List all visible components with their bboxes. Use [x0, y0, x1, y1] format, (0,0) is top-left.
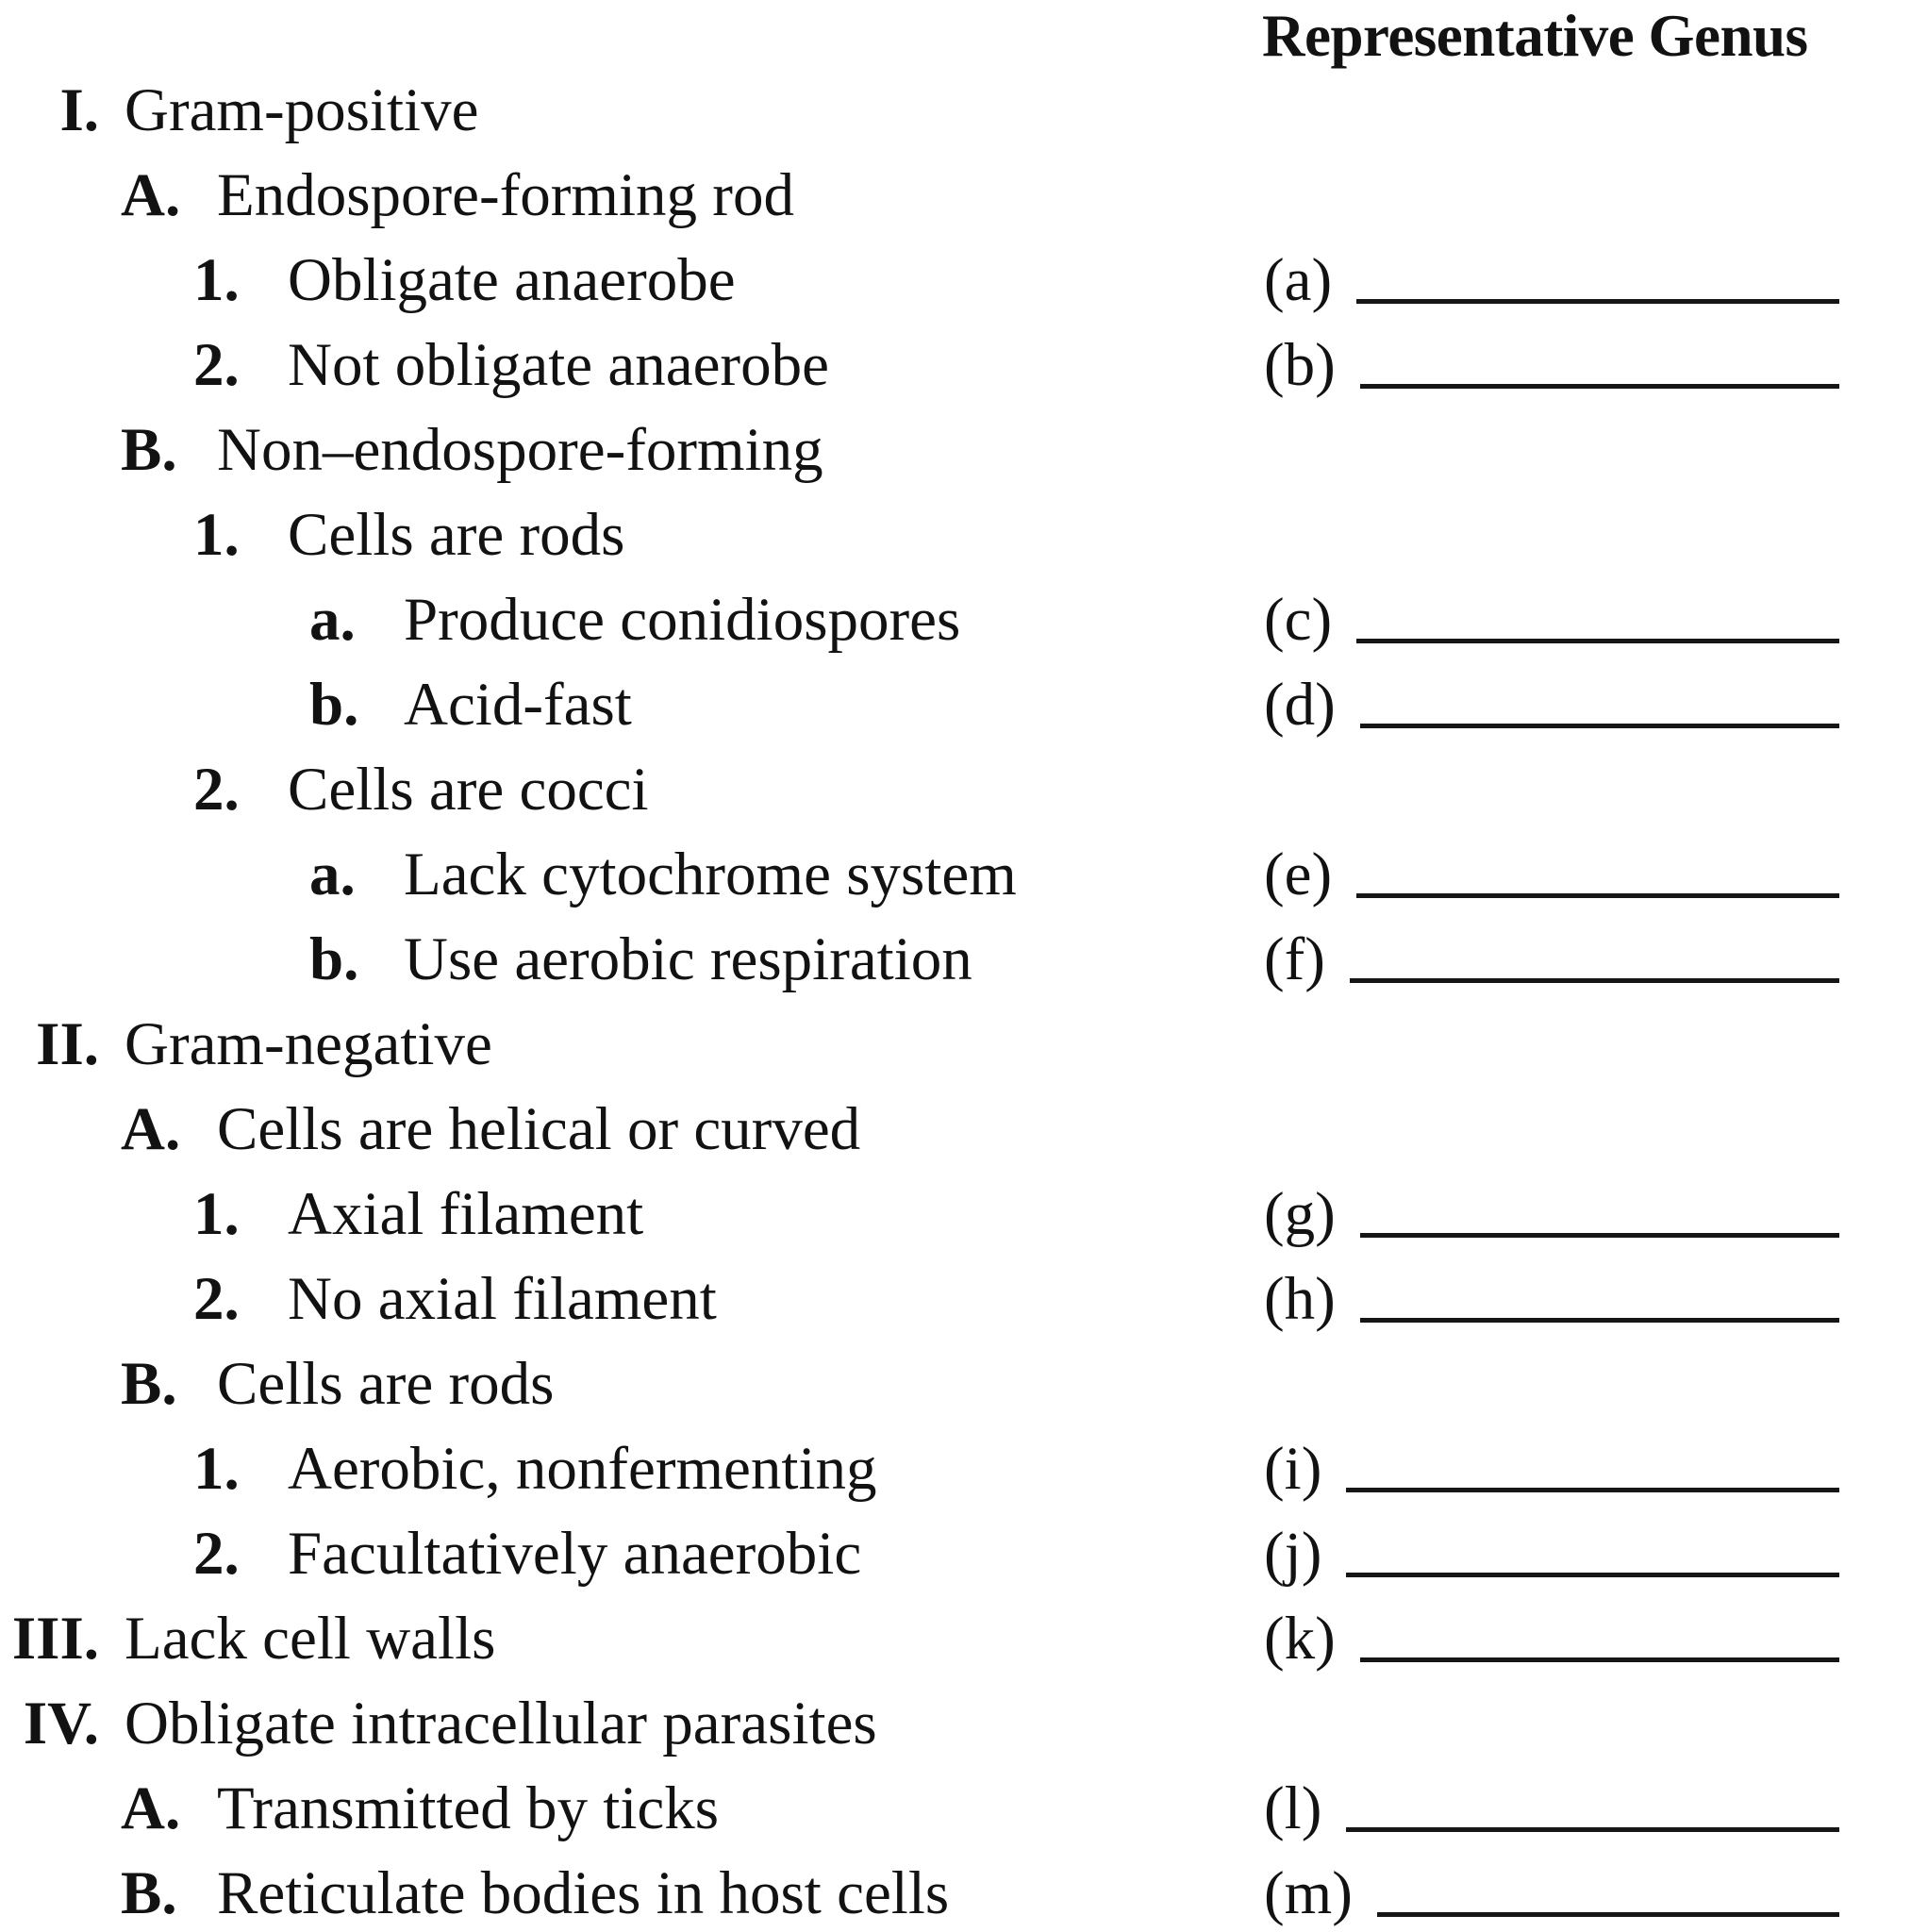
item-text: Gram-negative — [125, 1010, 492, 1078]
outline-item-left — [0, 1087, 1264, 1172]
item-marker: IV. — [23, 1690, 99, 1757]
item-marker: A. — [121, 1095, 181, 1163]
genus-answer-cell — [1264, 1172, 1839, 1257]
outline-item — [0, 747, 1911, 832]
genus-label: (f) — [1264, 925, 1325, 993]
outline-item — [0, 662, 1911, 747]
item-marker: 2. — [193, 331, 240, 399]
item-marker: 1. — [193, 1435, 240, 1503]
item-marker: 1. — [193, 501, 240, 569]
item-marker: B. — [121, 1859, 177, 1927]
outline-item-left — [0, 1426, 1264, 1511]
genus-label: (e) — [1264, 841, 1333, 908]
outline-item-left — [0, 1681, 1264, 1766]
item-text: No axial filament — [288, 1265, 717, 1333]
item-marker: a. — [309, 841, 356, 908]
column-header-representative-genus: Representative Genus — [1262, 3, 1808, 69]
item-marker: B. — [121, 1350, 177, 1418]
outline-item-left — [0, 917, 1264, 1002]
representative-genus-column-header-row — [0, 4, 1911, 68]
item-marker: 2. — [193, 1265, 240, 1333]
genus-answer-cell — [1264, 577, 1839, 662]
item-text: Gram-positive — [125, 76, 479, 144]
genus-answer-cell — [1264, 1511, 1839, 1596]
item-text: Facultatively anaerobic — [288, 1520, 862, 1588]
genus-blank-line — [1377, 1912, 1839, 1917]
outline-item-left — [0, 577, 1264, 662]
outline-item-left — [0, 323, 1264, 408]
outline-item-left — [0, 747, 1264, 832]
genus-label: (m) — [1264, 1859, 1353, 1927]
outline-list — [0, 68, 1911, 1932]
outline-item-left — [0, 238, 1264, 323]
genus-blank-line — [1360, 1233, 1839, 1238]
item-text: Reticulate bodies in host cells — [217, 1859, 950, 1927]
outline-item — [0, 1766, 1911, 1851]
item-text: Cells are helical or curved — [217, 1095, 861, 1163]
item-marker: b. — [309, 925, 359, 993]
outline-item-left — [0, 1341, 1264, 1426]
genus-label: (g) — [1264, 1180, 1336, 1248]
genus-label: (i) — [1264, 1435, 1322, 1503]
outline-item — [0, 1681, 1911, 1766]
genus-answer-cell — [1264, 1766, 1839, 1851]
genus-label: (c) — [1264, 586, 1333, 654]
item-marker: I. — [59, 76, 99, 144]
item-text: Lack cell walls — [125, 1605, 496, 1673]
outline-item-left — [0, 1172, 1264, 1257]
item-text: Cells are cocci — [288, 756, 649, 824]
genus-blank-line — [1360, 1657, 1839, 1662]
genus-blank-line — [1360, 1318, 1839, 1323]
outline-item-left — [0, 1851, 1264, 1932]
item-marker: II. — [36, 1010, 99, 1078]
outline-item-left — [0, 1511, 1264, 1596]
genus-label: (h) — [1264, 1265, 1336, 1333]
item-text: Obligate anaerobe — [288, 246, 736, 314]
genus-blank-line — [1356, 299, 1839, 304]
item-text: Lack cytochrome system — [404, 841, 1017, 908]
genus-blank-line — [1360, 724, 1839, 728]
outline-item — [0, 1341, 1911, 1426]
item-marker: 2. — [193, 1520, 240, 1588]
item-marker: A. — [121, 161, 181, 229]
item-text: Cells are rods — [217, 1350, 555, 1418]
outline-item-left — [0, 153, 1264, 238]
genus-label: (k) — [1264, 1605, 1336, 1673]
item-text: Obligate intracellular parasites — [125, 1690, 877, 1757]
outline-item — [0, 832, 1911, 917]
outline-item — [0, 1172, 1911, 1257]
item-text: Acid-fast — [404, 671, 632, 739]
item-text: Produce conidiospores — [404, 586, 961, 654]
outline-item-left — [0, 1002, 1264, 1087]
item-marker: 2. — [193, 756, 240, 824]
item-marker: a. — [309, 586, 356, 654]
item-text: Axial filament — [288, 1180, 644, 1248]
genus-answer-cell — [1264, 323, 1839, 408]
genus-answer-cell — [1264, 1426, 1839, 1511]
outline-item — [0, 1257, 1911, 1341]
genus-blank-line — [1350, 978, 1839, 983]
genus-label: (a) — [1264, 246, 1333, 314]
outline-item-left — [0, 408, 1264, 492]
genus-label: (d) — [1264, 671, 1336, 739]
item-text: Non–endospore-forming — [217, 416, 823, 484]
genus-blank-line — [1346, 1488, 1839, 1492]
outline-item-left — [0, 68, 1264, 153]
genus-blank-line — [1360, 384, 1839, 389]
item-marker: 1. — [193, 246, 240, 314]
item-text: Aerobic, nonfermenting — [288, 1435, 877, 1503]
outline-item — [0, 1851, 1911, 1932]
outline-item — [0, 323, 1911, 408]
item-marker: A. — [121, 1774, 181, 1842]
item-marker: B. — [121, 416, 177, 484]
outline-item — [0, 1596, 1911, 1681]
outline-item — [0, 153, 1911, 238]
outline-item-left — [0, 1257, 1264, 1341]
item-text: Not obligate anaerobe — [288, 331, 829, 399]
outline-item — [0, 1087, 1911, 1172]
outline-item — [0, 68, 1911, 153]
genus-blank-line — [1356, 893, 1839, 898]
genus-answer-cell — [1264, 1851, 1839, 1932]
item-marker: b. — [309, 671, 359, 739]
outline-item-left — [0, 1766, 1264, 1851]
outline-item — [0, 238, 1911, 323]
genus-label: (l) — [1264, 1774, 1322, 1842]
genus-blank-line — [1346, 1573, 1839, 1577]
outline-item — [0, 1426, 1911, 1511]
outline-item — [0, 492, 1911, 577]
genus-answer-cell — [1264, 832, 1839, 917]
item-marker: III. — [11, 1605, 99, 1673]
genus-blank-line — [1356, 639, 1839, 643]
genus-answer-cell — [1264, 662, 1839, 747]
genus-answer-cell — [1264, 1257, 1839, 1341]
item-text: Endospore-forming rod — [217, 161, 794, 229]
outline-item — [0, 1002, 1911, 1087]
outline-item — [0, 1511, 1911, 1596]
outline-item — [0, 917, 1911, 1002]
genus-answer-cell — [1264, 238, 1839, 323]
genus-blank-line — [1346, 1827, 1839, 1832]
outline-item — [0, 577, 1911, 662]
genus-label: (j) — [1264, 1520, 1322, 1588]
outline-item — [0, 408, 1911, 492]
genus-answer-cell — [1264, 1596, 1839, 1681]
outline-item-left — [0, 1596, 1264, 1681]
outline-item-left — [0, 492, 1264, 577]
item-text: Use aerobic respiration — [404, 925, 972, 993]
item-text: Transmitted by ticks — [217, 1774, 720, 1842]
item-text: Cells are rods — [288, 501, 625, 569]
outline-item-left — [0, 662, 1264, 747]
genus-label: (b) — [1264, 331, 1336, 399]
genus-answer-cell — [1264, 917, 1839, 1002]
item-marker: 1. — [193, 1180, 240, 1248]
outline-item-left — [0, 832, 1264, 917]
